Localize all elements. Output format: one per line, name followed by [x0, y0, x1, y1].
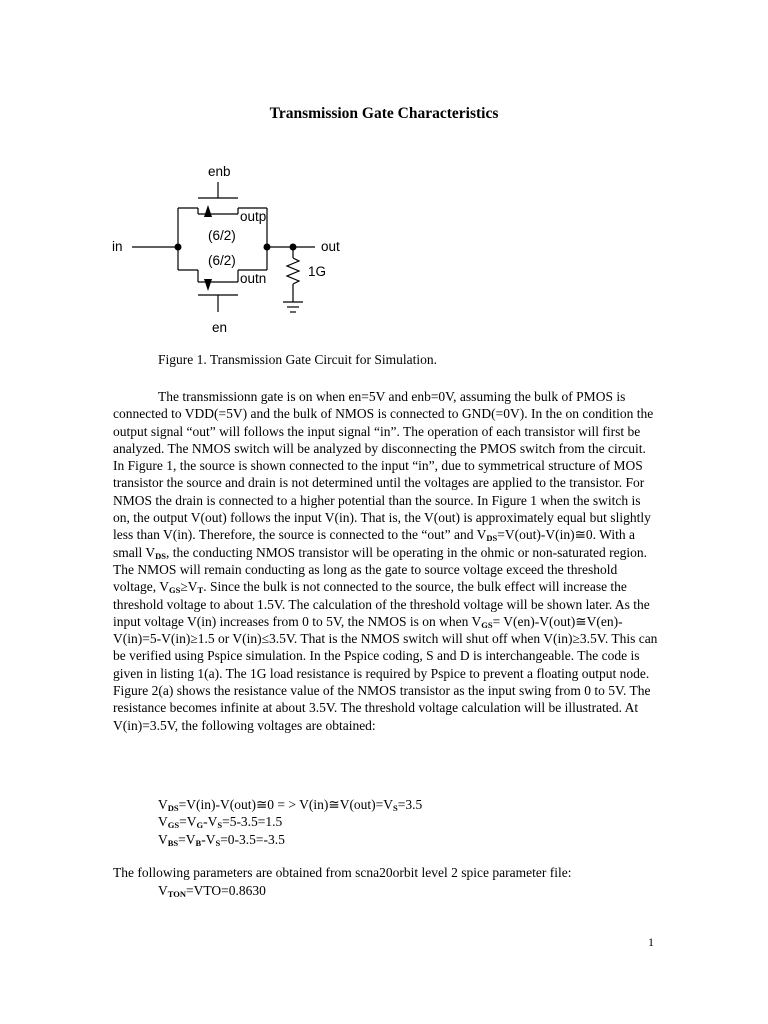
nmos-arrow [204, 279, 212, 291]
load-resistor [287, 258, 299, 284]
label-in: in [112, 239, 123, 254]
output-node-dot [264, 244, 271, 251]
page-title: Transmission Gate Characteristics [269, 105, 499, 122]
label-outp: outp [240, 209, 267, 224]
equation-block [158, 796, 422, 848]
param-vton: $V_{TON}=VTO=0.8630$ [158, 883, 266, 899]
equation-vds: $V_{DS}=V(in)-V(out)≅0$ = > $V(in)≅V(out)=V_S=3.5$ [158, 797, 423, 813]
figure-caption: Figure 1. Transmission Gate Circuit for Simulation. [158, 352, 437, 367]
resistor-node-dot [290, 244, 297, 251]
input-node-dot [175, 244, 182, 251]
label-en: en [212, 320, 228, 335]
body-paragraph: The transmissionn gate is on when en=5V and enb=0V, assuming the bulk of PMOS is connected to VDD(=5V) and the bulk of NMOS is connected to GND(=0V). In the on condition the output signal “out” will follows the input signal “in”. The operation of each transistor will first be analyzed. The NMOS switch will be analyzed by disconnecting the PMOS switch from the circuit. In Figure 1, the source is shown connected to the input “in”, due to symmetrical structure of MOS transistor the source and drain is not determined until the voltages are applied to the transistor. For NMOS the drain is connected to a higher potential than the source. In Figure 1 when the switch is on, the output V(out) follows the input V(in). That is, the V(out) is approximately equal but slightly less than V(in). Therefore, the source is connected to the “out” and $V_{DS}=V(out)-V(in)≅0$. With a small $V_{DS}$, the conducting NMOS transistor will be operating in the ohmic or non-saturated region. The NMOS will remain conducting as long as the gate to source voltage exceed the threshold voltage, $V_{GS}\ge V_T$. Since the bulk is not connected to the source, the bulk effect will increase the threshold voltage to about 1.5V. The calculation of the threshold voltage will be shown later. As the input voltage V(in) increases from 0 to 5V, the NMOS is on when $V_{GS}=$ V(en)-V(out)≅V(en)-V(in)=5-V(in)≥1.5 or V(in)≤3.5V. That is the NMOS switch will shut off when V(in)≥3.5V. This can be verified using Pspice simulation. In the Pspice coding, S and D is interchangeable. The code is given in listing 1(a). The 1G load resistance is required by Pspice to prevent a floating output node. Figure 2(a) shows the resistance value of the NMOS transistor as the input swing from 0 to 5V. The resistance becomes infinite at about 3.5V. The threshold voltage calculation will be illustrated. At V(in)=3.5V, the following voltages are obtained: [113, 389, 658, 733]
label-out: out [321, 239, 340, 254]
page-number: 1 [648, 935, 654, 949]
label-enb: enb [208, 164, 231, 179]
equation-vbs: $V_{BS}=V_B-V_S=0-3.5=-3.5$ [158, 831, 285, 848]
pmos-arrow [204, 205, 212, 217]
label-resistor: 1G [308, 264, 327, 279]
equation-vgs: $V_{GS}=V_G-V_S=5-3.5=1.5$ [158, 814, 283, 831]
param-block [158, 882, 266, 899]
label-outn: outn [240, 271, 267, 286]
label-nmos-size: (6/2) [208, 253, 236, 268]
label-pmos-size: (6/2) [208, 228, 236, 243]
param-intro-text: The following parameters are obtained from scna20orbit level 2 spice parameter file: [113, 865, 572, 880]
transmission-gate-circuit-diagram [100, 150, 360, 345]
